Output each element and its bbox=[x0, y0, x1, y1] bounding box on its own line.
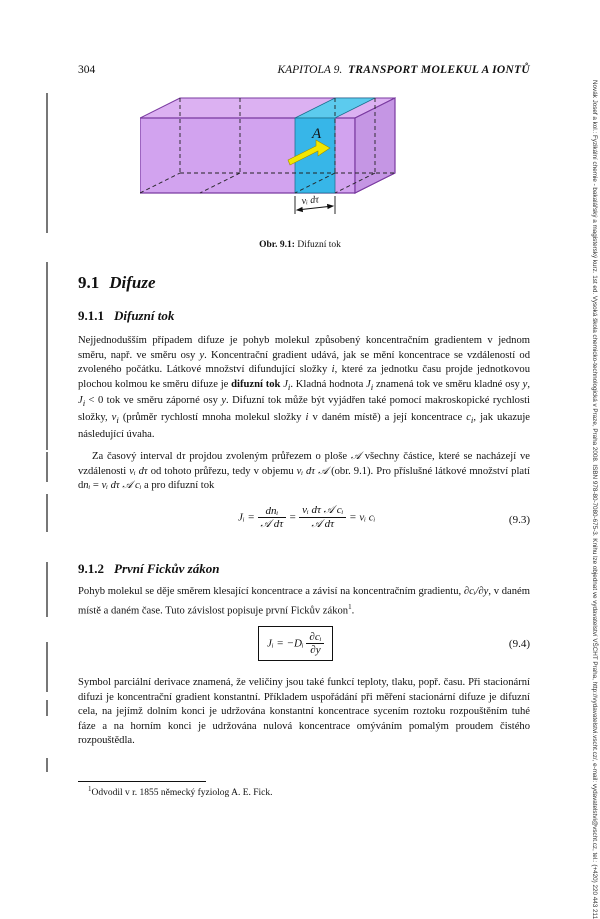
equation-number: (9.3) bbox=[508, 514, 530, 526]
subsection-title: První Fickův zákon bbox=[114, 561, 220, 576]
area-label: A bbox=[312, 126, 322, 142]
section-number: 9.1 bbox=[78, 273, 100, 292]
margin-bar bbox=[46, 452, 48, 482]
length-label: vᵢ dτ bbox=[301, 194, 320, 207]
margin-bar bbox=[46, 758, 48, 772]
section-heading bbox=[78, 273, 156, 293]
subsection-number: 9.1.2 bbox=[78, 561, 104, 576]
margin-bar bbox=[46, 700, 48, 716]
subsection-heading bbox=[78, 308, 174, 324]
equation-number: (9.4) bbox=[508, 638, 530, 650]
side-note-text: Novák Josef a kol.: Fyzikální chemie - bakalářský a magisterský kurz. 1st ed. Vysoká škola chemicko-technologická v Praze, Praha 2008. ISBN 978-80-7080-675-3. Knihu lze objednat ve vydavatelství VŠCHT Praha, http://vydavatelstvi.vscht.cz/, e-mail: vydavatelstvi@vscht.cz, tel.: (+420) 220 443 211 bbox=[591, 80, 598, 919]
footnote-rule bbox=[78, 781, 206, 782]
diffusion-figure bbox=[140, 90, 460, 230]
paragraph-3: Pohyb molekul se děje směrem klesající koncentrace a závisí na koncentračním gradientu, ∂cᵢ/∂y, v daném místě a daném čase. Tuto závislost popisuje první Fickův zákon$^1$. bbox=[78, 586, 530, 617]
subsection-number: 9.1.1 bbox=[78, 308, 104, 323]
equation-9-4: Jᵢ = −Dᵢ $\frac{\text{∂cᵢ}}{\partial y}$ (9.4) bbox=[78, 626, 530, 664]
chapter-prefix: KAPITOLA 9. bbox=[277, 64, 343, 76]
section-title: Difuze bbox=[109, 273, 156, 292]
paragraph-1: Nejjednodušším případem difuze je pohyb molekul způsobený koncentračním gradientem v jednom směru, např. ve směru osy y. Koncentrační gradient udává, jak se mění koncentrace se vzdáleností od zvoleného počátku. Látkové množství difundující složky i, které za jednotku času projde jednotkovou plochou kolmou ke směru difuze je difuzní tok $J_i$. Kladná hodnota $J_i$ znamená tok ve směru kladné osy y, $J_i < 0$ tok ve směru záporné osy y. Difuzní tok může být vyjádřen také pomocí makroskopické rychlosti složky, $v_i$ (průměr rychlostí mnoha molekul složky i v daném místě) a její koncentrace $c_i$, jak ukazuje následující úvaha. bbox=[78, 335, 530, 440]
page-number: 304 bbox=[78, 64, 96, 76]
paragraph-2: Za časový interval dτ projdou zvoleným průřezem o ploše 𝒜 všechny částice, které se nacházejí ve vzdálenosti vᵢ dτ od tohoto průřezu, tedy v objemu vᵢ dτ 𝒜 (obr. 9.1). Pro příslušné látkové množství platí dnᵢ = vᵢ dτ 𝒜 cᵢ a pro difuzní tok bbox=[78, 451, 530, 492]
chapter-title: TRANSPORT MOLEKUL A IONTŮ bbox=[347, 64, 530, 76]
margin-bar bbox=[46, 93, 48, 233]
caption-label: Obr. 9.1: bbox=[259, 240, 295, 250]
equation-9-3: Jᵢ = $\frac{\text{dnᵢ}}{\text{𝒜 dτ}}$ = $\frac{\text{vᵢ dτ 𝒜 cᵢ}}{\text{𝒜 dτ}}$ = vᵢ cᵢ (9.3) bbox=[238, 504, 530, 530]
margin-bar bbox=[46, 642, 48, 692]
footnote: $^1$Odvodil v r. 1855 německý fyziolog A. E. Fick. bbox=[88, 785, 273, 799]
subsection-title: Difuzní tok bbox=[114, 308, 175, 323]
subsection-heading bbox=[78, 561, 219, 577]
margin-bar bbox=[46, 262, 48, 450]
paragraph-4: Symbol parciální derivace znamená, že veličiny jsou také funkcí teploty, tlaku, popř. času. Při stacionární difuzi je koncentrační gradient konstantní. Příkladem uspořádání při měření stacionární difuze je difuzní cela, na jejímž dolním konci je udržována konstantní koncentrace sycením roztoku rozpouštěním tuhé fáze a na horním konci je udržována nulová koncentrace omýváním pomalým proudem čistého rozpouštědla. bbox=[78, 677, 530, 747]
figure-caption bbox=[0, 240, 600, 250]
side-copyright-note bbox=[586, 80, 598, 919]
margin-bar bbox=[46, 494, 48, 532]
caption-text: Difuzní tok bbox=[297, 240, 341, 250]
margin-bar bbox=[46, 562, 48, 617]
chapter-heading bbox=[277, 64, 530, 76]
